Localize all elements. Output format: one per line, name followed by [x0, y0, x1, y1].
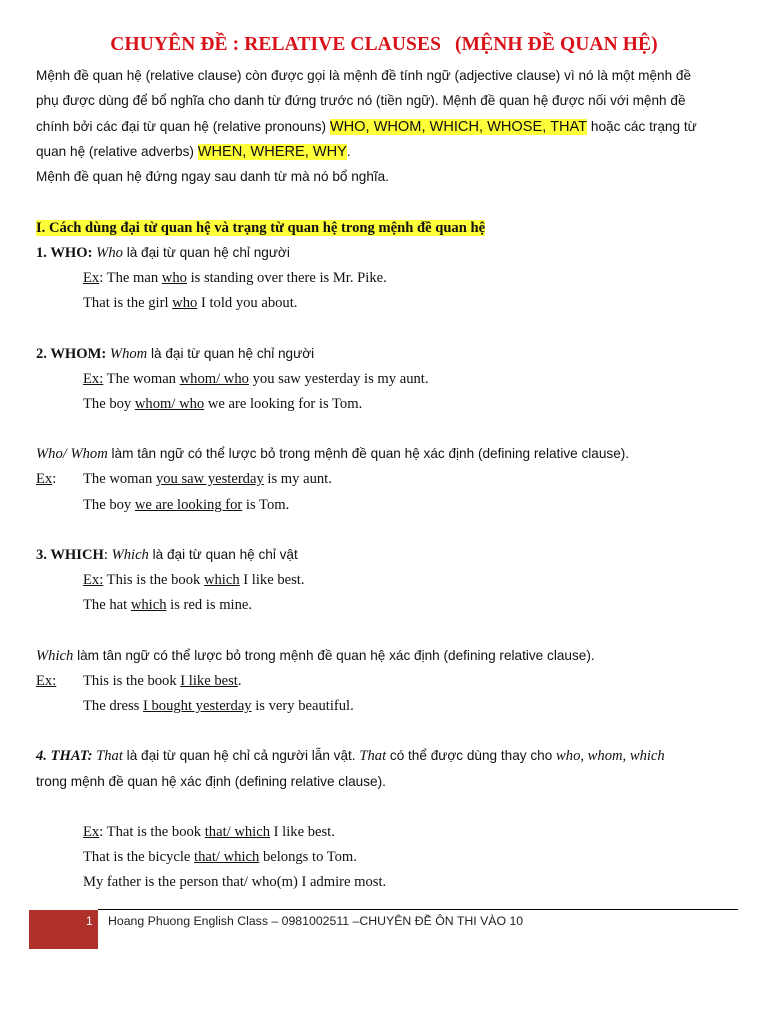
ex-text: The boy: [83, 396, 135, 412]
that-example-1: [83, 823, 335, 841]
that-term: That: [359, 748, 387, 764]
intro-line-1: Mệnh đề quan hệ (relative clause) còn được gọi là mệnh đề tính ngữ (adjective clause) vì nó là một mệnh đề: [36, 68, 692, 83]
section-heading: [36, 219, 485, 237]
title-vietnamese: (MỆNH ĐỀ QUAN HỆ): [455, 34, 658, 55]
document-title: [0, 34, 768, 56]
that-desc: là đại từ quan hệ chỉ cả người lẫn vật.: [122, 748, 360, 763]
which-example-1: [83, 571, 305, 589]
which-colon: :: [103, 547, 112, 563]
which-heading: [36, 546, 298, 564]
intro-text: .: [346, 144, 351, 159]
ex-underlined: you saw yesterday: [155, 471, 264, 487]
ex-text: The woman: [103, 371, 180, 387]
omit-who-example-2: [83, 496, 289, 514]
ex-text: That is the girl: [83, 295, 173, 311]
title-main: CHUYÊN ĐỀ : RELATIVE CLAUSES: [110, 34, 442, 55]
whom-desc: là đại từ quan hệ chỉ người: [147, 346, 315, 361]
ex-text: I told you about.: [197, 295, 298, 311]
who-term: Who: [96, 245, 123, 261]
ex-text: you saw yesterday is my aunt.: [248, 371, 429, 387]
omit-which-note: [36, 647, 595, 665]
page-number: 1: [86, 914, 93, 928]
ex-text: is very beautiful.: [251, 698, 354, 714]
ex-text: This is the book: [103, 572, 204, 588]
ex-text: is red is mine.: [166, 597, 253, 613]
footer-rule: [98, 909, 738, 910]
ex-underlined: I like best: [180, 673, 238, 689]
ex-underlined: I bought yesterday: [142, 698, 252, 714]
omit-term: Which: [36, 648, 74, 664]
who-desc: là đại từ quan hệ chỉ người: [122, 245, 290, 260]
ex-text: The boy: [83, 497, 135, 513]
ex-underlined: whom/ who: [179, 371, 249, 387]
ex-underlined: we are looking for: [134, 497, 243, 513]
ex-text: This is the book: [83, 673, 181, 689]
omit-who-note: [36, 445, 629, 463]
omit-who-example-1: [36, 470, 332, 488]
intro-line-4: [36, 143, 351, 161]
omit-desc: làm tân ngữ có thể lược bỏ trong mệnh đề quan hệ xác định (defining relative clause).: [107, 446, 630, 461]
ex-text: The hat: [83, 597, 131, 613]
ex-text: The woman: [83, 471, 156, 487]
ex-text: : The man: [99, 270, 162, 286]
highlight-pronouns: WHO, WHOM, WHICH, WHOSE, THAT: [329, 119, 588, 135]
which-label: 3. WHICH: [36, 547, 104, 563]
who-example-1: [83, 269, 387, 287]
ex-underlined: which: [203, 572, 240, 588]
ex-text: That is the bicycle: [83, 849, 195, 865]
ex-text: belongs to Tom.: [259, 849, 357, 865]
intro-text: hoặc các trạng từ: [587, 119, 697, 134]
ex-colon: :: [52, 471, 57, 487]
that-desc: có thể được dùng thay cho: [386, 748, 557, 763]
that-example-2: [83, 848, 357, 866]
ex-text: is my aunt.: [263, 471, 332, 487]
whom-label: 2. WHOM:: [36, 346, 107, 362]
ex-text: we are looking for is Tom.: [204, 396, 363, 412]
ex-text: .: [237, 673, 242, 689]
omit-term: Who/ Whom: [36, 446, 108, 462]
highlight-adverbs: WHEN, WHERE, WHY: [197, 144, 347, 160]
ex-label: Ex: [36, 471, 53, 487]
which-term: Which: [111, 547, 149, 563]
that-example-3: My father is the person that/ who(m) I admire most.: [83, 874, 387, 890]
that-label: 4. THAT:: [36, 748, 93, 764]
intro-line-2: phụ được dùng để bổ nghĩa cho danh từ đứng trước nó (tiền ngữ). Mệnh đề quan hệ được nối với mệnh đề: [36, 93, 686, 108]
intro-line-3: [36, 118, 697, 136]
which-desc: là đại từ quan hệ chỉ vật: [148, 547, 298, 562]
that-line-2: trong mệnh đề quan hệ xác định (defining relative clause).: [36, 774, 386, 789]
which-example-2: [83, 596, 252, 614]
ex-underlined: which: [130, 597, 167, 613]
that-term: That: [96, 748, 123, 764]
footer-text: Hoang Phuong English Class – 0981002511 –CHUYÊN ĐỀ ÔN THI VÀO 10: [108, 914, 524, 928]
ex-underlined: who: [172, 295, 198, 311]
who-example-2: [83, 294, 297, 312]
ex-underlined: that/ which: [194, 849, 260, 865]
ex-text: I like best.: [239, 572, 305, 588]
ex-label: Ex: [83, 270, 100, 286]
whom-term: Whom: [109, 346, 148, 362]
who-label: 1. WHO:: [36, 245, 93, 261]
whom-heading: [36, 345, 314, 363]
ex-text: The dress: [83, 698, 143, 714]
ex-underlined: whom/ who: [134, 396, 205, 412]
that-terms: who, whom, which: [556, 748, 665, 764]
ex-text: is Tom.: [242, 497, 290, 513]
omit-desc: làm tân ngữ có thể lược bỏ trong mệnh đề quan hệ xác định (defining relative clause).: [73, 648, 595, 663]
ex-label: Ex:: [83, 572, 104, 588]
intro-line-5: Mệnh đề quan hệ đứng ngay sau danh từ mà nó bổ nghĩa.: [36, 169, 390, 184]
omit-which-example-2: [83, 697, 354, 715]
intro-text: chính bởi các đại từ quan hệ (relative pronouns): [36, 119, 330, 134]
omit-which-example-1: [36, 672, 242, 690]
ex-underlined: that/ which: [204, 824, 271, 840]
whom-example-1: [83, 370, 429, 388]
ex-underlined: who: [161, 270, 187, 286]
ex-label: Ex: [83, 824, 100, 840]
section-heading-text: I. Cách dùng đại từ quan hệ và trạng từ quan hệ trong mệnh đề quan hệ: [36, 220, 486, 236]
ex-text: I like best.: [270, 824, 335, 840]
ex-label: Ex:: [83, 371, 104, 387]
ex-label: Ex:: [36, 673, 57, 689]
ex-text: : That is the book: [99, 824, 205, 840]
that-heading: [36, 747, 665, 765]
whom-example-2: [83, 395, 362, 413]
who-heading: [36, 244, 290, 262]
ex-text: is standing over there is Mr. Pike.: [186, 270, 387, 286]
intro-text: quan hệ (relative adverbs): [36, 144, 198, 159]
